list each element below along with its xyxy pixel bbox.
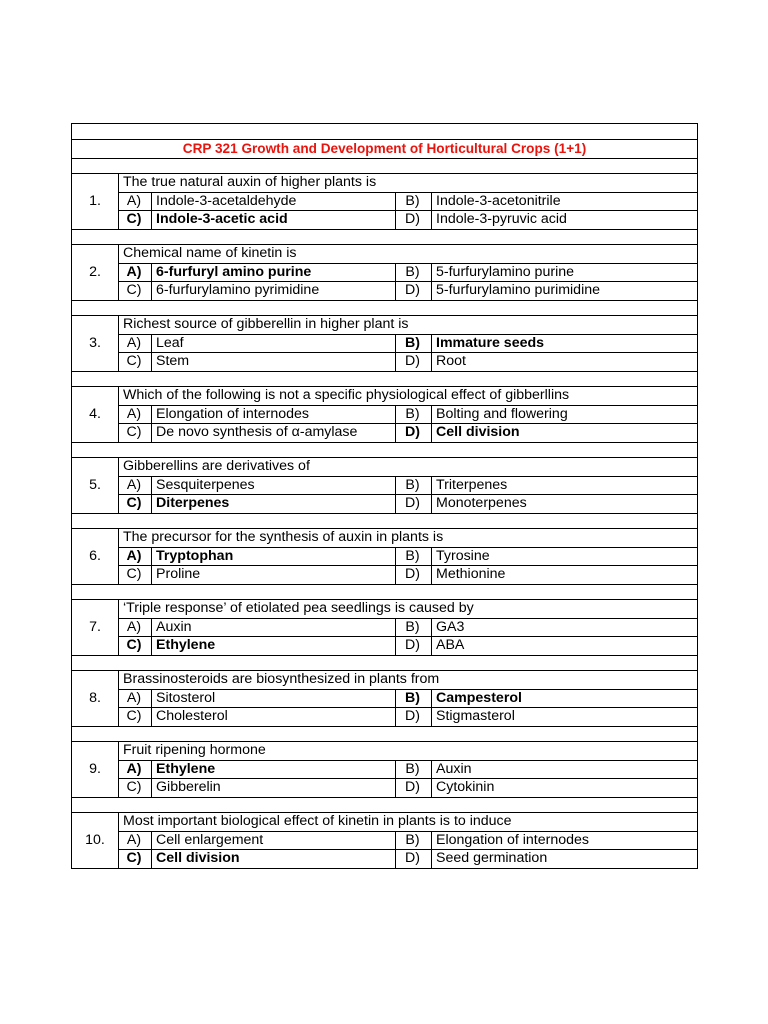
option-letter: A)	[119, 831, 152, 850]
title-row	[72, 139, 698, 158]
question-text: Gibberellins are derivatives of	[119, 458, 698, 477]
question-number: 9.	[72, 742, 119, 798]
question-row	[72, 600, 698, 619]
option-text: Proline	[152, 566, 396, 585]
option-row	[72, 424, 698, 443]
option-letter: C)	[119, 282, 152, 301]
question-number: 6.	[72, 529, 119, 585]
option-letter: A)	[119, 263, 152, 282]
option-row	[72, 547, 698, 566]
question-number: 1.	[72, 174, 119, 230]
option-text: Cell division	[152, 850, 396, 869]
option-text: Leaf	[152, 334, 396, 353]
option-letter: B)	[396, 547, 432, 566]
question-row	[72, 671, 698, 690]
option-text: Gibberelin	[152, 779, 396, 798]
option-text: Root	[432, 353, 698, 372]
option-letter: A)	[119, 689, 152, 708]
option-row	[72, 334, 698, 353]
spacer-row	[72, 584, 698, 600]
option-letter: C)	[119, 211, 152, 230]
question-row	[72, 387, 698, 406]
option-letter: A)	[119, 547, 152, 566]
spacer-row	[72, 442, 698, 458]
option-row	[72, 192, 698, 211]
option-letter: C)	[119, 424, 152, 443]
option-letter: C)	[119, 708, 152, 727]
option-row	[72, 353, 698, 372]
option-text: Auxin	[152, 618, 396, 637]
option-letter: B)	[396, 334, 432, 353]
option-text: 5-furfurylamino purine	[432, 263, 698, 282]
option-text: Triterpenes	[432, 476, 698, 495]
option-row	[72, 282, 698, 301]
question-row	[72, 742, 698, 761]
option-letter: D)	[396, 353, 432, 372]
spacer-row	[72, 513, 698, 529]
option-letter: B)	[396, 263, 432, 282]
option-text: Stigmasterol	[432, 708, 698, 727]
option-letter: D)	[396, 495, 432, 514]
spacer-row	[72, 726, 698, 742]
option-text: 5-furfurylamino purimidine	[432, 282, 698, 301]
question-number: 3.	[72, 316, 119, 372]
option-letter: D)	[396, 779, 432, 798]
option-text: Sesquiterpenes	[152, 476, 396, 495]
option-text: Indole-3-acetic acid	[152, 211, 396, 230]
option-letter: C)	[119, 353, 152, 372]
option-row	[72, 495, 698, 514]
question-row	[72, 813, 698, 832]
option-row	[72, 476, 698, 495]
question-row	[72, 316, 698, 335]
option-letter: B)	[396, 618, 432, 637]
question-row	[72, 245, 698, 264]
option-text: Ethylene	[152, 760, 396, 779]
question-number: 2.	[72, 245, 119, 301]
option-row	[72, 211, 698, 230]
option-text: Tyrosine	[432, 547, 698, 566]
option-text: 6-furfuryl amino purine	[152, 263, 396, 282]
question-text: Brassinosteroids are biosynthesized in plants from	[119, 671, 698, 690]
option-text: Diterpenes	[152, 495, 396, 514]
option-letter: B)	[396, 760, 432, 779]
question-text: ‘Triple response’ of etiolated pea seedlings is caused by	[119, 600, 698, 619]
option-row	[72, 689, 698, 708]
option-letter: D)	[396, 637, 432, 656]
option-letter: D)	[396, 850, 432, 869]
question-text: The precursor for the synthesis of auxin in plants is	[119, 529, 698, 548]
option-text: Tryptophan	[152, 547, 396, 566]
option-row	[72, 637, 698, 656]
option-text: GA3	[432, 618, 698, 637]
option-row	[72, 779, 698, 798]
option-text: Cytokinin	[432, 779, 698, 798]
option-row	[72, 566, 698, 585]
spacer-row	[72, 229, 698, 245]
option-row	[72, 850, 698, 869]
option-text: Seed germination	[432, 850, 698, 869]
option-letter: D)	[396, 566, 432, 585]
option-text: Monoterpenes	[432, 495, 698, 514]
question-row	[72, 174, 698, 193]
question-text: Fruit ripening hormone	[119, 742, 698, 761]
option-letter: C)	[119, 850, 152, 869]
option-text: Stem	[152, 353, 396, 372]
option-text: Elongation of internodes	[432, 831, 698, 850]
question-row	[72, 529, 698, 548]
option-row	[72, 831, 698, 850]
option-text: 6-furfurylamino pyrimidine	[152, 282, 396, 301]
option-text: Immature seeds	[432, 334, 698, 353]
option-row	[72, 708, 698, 727]
option-row	[72, 618, 698, 637]
option-letter: D)	[396, 424, 432, 443]
option-letter: A)	[119, 192, 152, 211]
spacer-row	[72, 655, 698, 671]
option-text: Methionine	[432, 566, 698, 585]
question-number: 10.	[72, 813, 119, 869]
option-letter: C)	[119, 495, 152, 514]
question-number: 4.	[72, 387, 119, 443]
option-letter: B)	[396, 476, 432, 495]
option-letter: D)	[396, 708, 432, 727]
question-number: 7.	[72, 600, 119, 656]
option-text: Auxin	[432, 760, 698, 779]
option-letter: A)	[119, 760, 152, 779]
question-text: Which of the following is not a specific physiological effect of gibberllins	[119, 387, 698, 406]
option-letter: D)	[396, 282, 432, 301]
option-text: Indole-3-pyruvic acid	[432, 211, 698, 230]
option-text: Cell division	[432, 424, 698, 443]
option-row	[72, 405, 698, 424]
option-letter: D)	[396, 211, 432, 230]
option-text: Sitosterol	[152, 689, 396, 708]
option-row	[72, 760, 698, 779]
question-text: Most important biological effect of kinetin in plants is to induce	[119, 813, 698, 832]
option-text: Cholesterol	[152, 708, 396, 727]
question-number: 5.	[72, 458, 119, 514]
option-text: Elongation of internodes	[152, 405, 396, 424]
spacer-row	[72, 158, 698, 174]
spacer-row	[72, 124, 698, 140]
question-number: 8.	[72, 671, 119, 727]
option-text: Indole-3-acetaldehyde	[152, 192, 396, 211]
option-text: ABA	[432, 637, 698, 656]
option-row	[72, 263, 698, 282]
option-letter: A)	[119, 405, 152, 424]
option-letter: A)	[119, 476, 152, 495]
spacer-row	[72, 797, 698, 813]
spacer-row	[72, 300, 698, 316]
option-letter: A)	[119, 334, 152, 353]
question-table	[71, 123, 698, 869]
option-letter: B)	[396, 192, 432, 211]
option-text: Bolting and flowering	[432, 405, 698, 424]
option-letter: B)	[396, 689, 432, 708]
option-letter: C)	[119, 637, 152, 656]
option-text: Ethylene	[152, 637, 396, 656]
option-letter: B)	[396, 405, 432, 424]
page-title: CRP 321 Growth and Development of Horticultural Crops (1+1)	[72, 139, 698, 158]
option-letter: A)	[119, 618, 152, 637]
option-letter: C)	[119, 566, 152, 585]
option-text: Indole-3-acetonitrile	[432, 192, 698, 211]
option-text: De novo synthesis of α-amylase	[152, 424, 396, 443]
spacer-row	[72, 371, 698, 387]
question-row	[72, 458, 698, 477]
option-letter: B)	[396, 831, 432, 850]
question-table-body	[72, 124, 698, 869]
question-text: Richest source of gibberellin in higher plant is	[119, 316, 698, 335]
option-text: Cell enlargement	[152, 831, 396, 850]
question-text: The true natural auxin of higher plants is	[119, 174, 698, 193]
option-text: Campesterol	[432, 689, 698, 708]
question-text: Chemical name of kinetin is	[119, 245, 698, 264]
option-letter: C)	[119, 779, 152, 798]
